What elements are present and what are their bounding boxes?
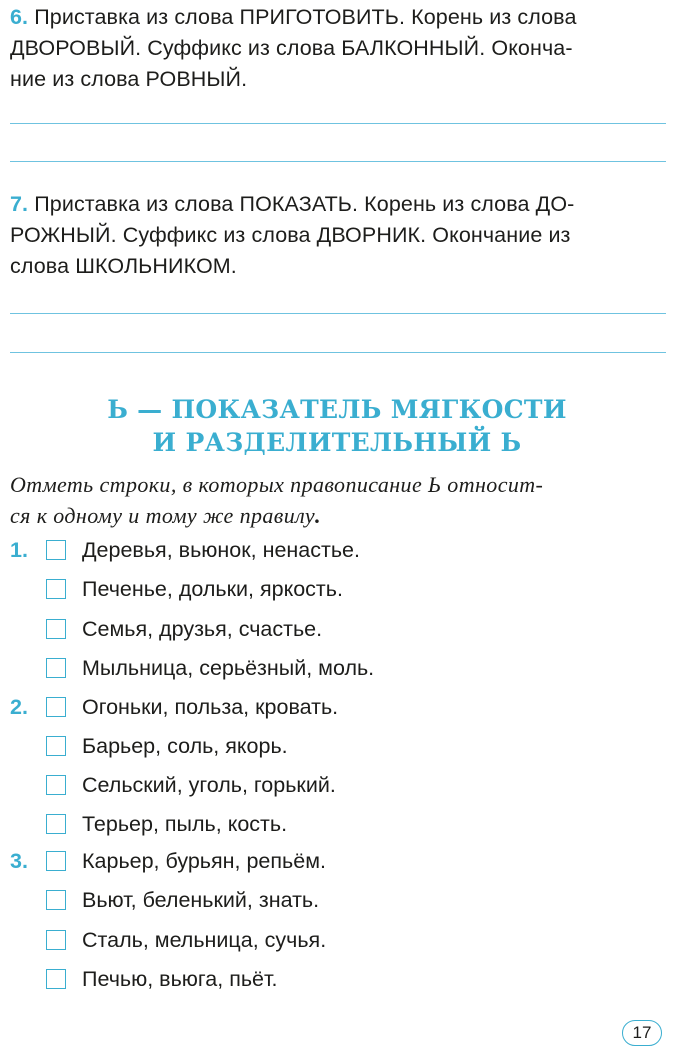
option-row [0,614,674,646]
option-text: Печью, вьюга, пьёт. [82,967,278,991]
option-text: Сталь, мельница, сучья. [82,928,327,952]
option-row [0,770,674,802]
option-row [0,809,674,841]
option-row [0,653,674,685]
option-text: Огоньки, польза, кровать. [82,695,339,719]
task-6-text-1: Приставка из слова ПРИГОТОВИТЬ. Корень из слова [34,5,577,29]
option-row [0,574,674,606]
option-row [0,964,674,996]
checkbox[interactable] [46,775,66,795]
checkbox[interactable] [46,619,66,639]
option-text: Барьер, соль, якорь. [82,734,288,758]
checkbox[interactable] [46,969,66,989]
task-7 [10,189,666,282]
answer-line[interactable] [10,352,666,353]
task-7-text-1: Приставка из слова ПОКАЗАТЬ. Корень из слова ДО- [34,192,575,216]
instruction-line-1: Отметь строки, в которых правописание Ь относит- [10,472,544,497]
task-6-line-1 [10,2,666,33]
option-row [0,731,674,763]
group-number: 2. [10,695,28,719]
task-6-line-2: ДВОРОВЫЙ. Суффикс из слова БАЛКОННЫЙ. Оконча- [10,36,573,60]
instruction-line-2-text: ся к одному и тому же правилу [10,503,316,528]
checkbox[interactable] [46,697,66,717]
task-7-line-2: РОЖНЫЙ. Суффикс из слова ДВОРНИК. Окончание из [10,223,571,247]
option-text: Карьер, бурьян, репьём. [82,849,326,873]
option-row [0,885,674,917]
option-text: Мыльница, серьёзный, моль. [82,656,375,680]
checkbox[interactable] [46,540,66,560]
checkbox[interactable] [46,930,66,950]
section-title-line-1: Ь — ПОКАЗАТЕЛЬ МЯГКОСТИ [107,395,567,424]
task-6-number: 6. [10,5,29,29]
section-title-line-2: И РАЗДЕЛИТЕЛЬНЫЙ Ь [152,428,522,457]
instruction-line-2 [10,500,666,531]
option-text: Терьер, пыль, кость. [82,812,288,836]
group-number: 3. [10,849,28,873]
checkbox[interactable] [46,736,66,756]
task-7-number: 7. [10,192,29,216]
answer-line[interactable] [10,161,666,162]
checkbox[interactable] [46,658,66,678]
option-row [0,846,674,878]
option-text: Вьют, беленький, знать. [82,888,320,912]
answer-line[interactable] [10,313,666,314]
checkbox[interactable] [46,814,66,834]
group-number: 1. [10,538,28,562]
instruction-period: . [315,503,321,528]
option-text: Семья, друзья, счастье. [82,617,323,641]
checkbox[interactable] [46,579,66,599]
option-text: Деревья, вьюнок, ненастье. [82,538,360,562]
task-7-line-1 [10,189,666,220]
option-text: Печенье, дольки, яркость. [82,577,343,601]
answer-line[interactable] [10,123,666,124]
option-row [0,925,674,957]
checkbox[interactable] [46,851,66,871]
option-text: Сельский, уголь, горький. [82,773,336,797]
task-7-line-3: слова ШКОЛЬНИКОМ. [10,254,237,278]
task-6 [10,2,666,95]
option-row [0,535,674,567]
option-row [0,692,674,724]
page-number: 17 [622,1020,662,1046]
instruction [10,469,666,531]
checkbox[interactable] [46,890,66,910]
task-6-line-3: ние из слова РОВНЫЙ. [10,67,248,91]
